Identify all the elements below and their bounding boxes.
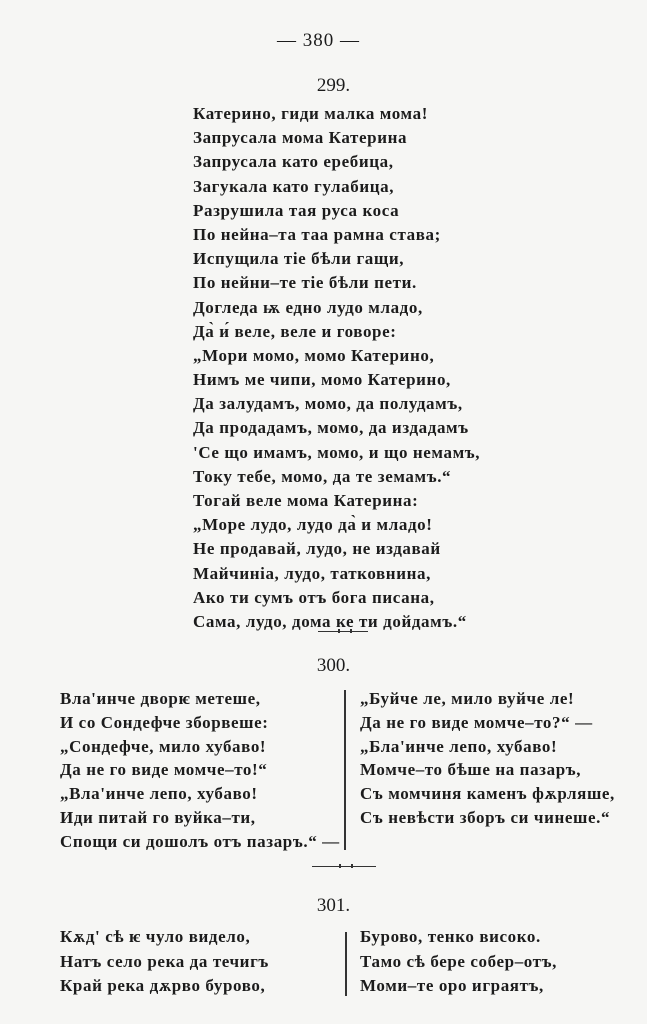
column-divider xyxy=(345,932,347,996)
verse-line: По нейна–та таа рамна става; xyxy=(193,224,441,244)
verse-line: Съ момчиня каменъ фѫрляше, xyxy=(360,784,615,804)
verse-line: „Сондефче, мило хубаво! xyxy=(60,736,267,756)
song-number-301: 301. xyxy=(316,895,351,916)
verse-line: Разрушила тая руса коса xyxy=(193,200,400,220)
verse-line: По нейни–те тіе бѣли пети. xyxy=(193,273,417,293)
song-301-left-column xyxy=(60,925,269,999)
verse-line: Ако ти сумъ отъ бога писана, xyxy=(193,587,435,607)
verse-line: Съ невѣсти зборъ си чинеше.“ xyxy=(360,807,611,827)
verse-line: „Море лудо, лудо да̀ и младо! xyxy=(193,515,433,535)
ornament-divider xyxy=(312,866,376,867)
verse-line: Да залудамъ, момо, да полудамъ, xyxy=(193,394,463,414)
song-299-text xyxy=(193,102,480,634)
verse-line: Край река дѫрво бурово, xyxy=(60,976,266,995)
verse-line: „Мори момо, момо Катерино, xyxy=(193,345,435,365)
verse-line: Току тебе, момо, да те земамъ.“ xyxy=(193,466,452,486)
verse-line: И со Сондефче зборвеше: xyxy=(60,712,269,732)
verse-line: „Буйче ле, мило вуйче ле! xyxy=(360,689,575,708)
column-divider xyxy=(344,690,346,850)
verse-line: Моми–те оро играятъ, xyxy=(360,976,544,995)
verse-line: Катерино, гиди малка мома! xyxy=(193,104,428,123)
verse-line: Да продадамъ, момо, да издадамъ xyxy=(193,418,469,438)
verse-line: Тамо сѣ бере собер–отъ, xyxy=(360,951,557,971)
verse-line: Момче–то бѣше на пазаръ, xyxy=(360,760,582,780)
verse-line: Иди питай го вуйка–ти, xyxy=(60,807,256,827)
song-number-300: 300. xyxy=(316,655,351,676)
verse-line: Натъ село река да течигъ xyxy=(60,951,269,971)
verse-line: Запрусала като еребица, xyxy=(193,152,394,172)
verse-line: Майчиніа, лудо, татковнина, xyxy=(193,563,431,583)
verse-line: 'Се що имамъ, момо, и що немамъ, xyxy=(193,442,481,462)
verse-line: Да̀ и́ веле, веле и говоре: xyxy=(193,321,397,341)
verse-line: Догледа ѭ едно лудо младо, xyxy=(193,297,423,317)
verse-line: Тогай веле мома Катерина: xyxy=(193,491,419,510)
verse-line: Нимъ ме чипи, момо Катерино, xyxy=(193,370,451,390)
verse-line: Вла'инче дворѥ метеше, xyxy=(60,689,261,708)
song-300-right-column xyxy=(360,687,615,830)
verse-line: Сама, лудо, дома ке ти дойдамъ.“ xyxy=(193,611,467,631)
verse-line: Не продавай, лудо, не издавай xyxy=(193,539,441,559)
verse-line: „Вла'инче лепо, хубаво! xyxy=(60,784,258,804)
verse-line: Да не го виде момче–то?“ — xyxy=(360,712,593,732)
song-300-left-column xyxy=(60,687,340,854)
ornament-divider xyxy=(318,631,368,632)
verse-line: Испущила тіе бѣли гащи, xyxy=(193,249,405,269)
verse-line: Да не го виде момче–то!“ xyxy=(60,760,268,780)
page-number: — 380 — xyxy=(277,30,360,51)
verse-line: Кѫд' сѣ ѥ чуло видело, xyxy=(60,927,251,946)
verse-line: Запрусала мома Катерина xyxy=(193,128,408,148)
verse-line: Загукала като гулабица, xyxy=(193,176,395,196)
song-301-right-column xyxy=(360,925,557,999)
verse-line: „Бла'инче лепо, хубаво! xyxy=(360,736,558,756)
song-number-299: 299. xyxy=(316,75,351,96)
verse-line: Спощи си дошолъ отъ пазаръ.“ — xyxy=(60,831,340,851)
verse-line: Бурово, тенко високо. xyxy=(360,927,541,946)
